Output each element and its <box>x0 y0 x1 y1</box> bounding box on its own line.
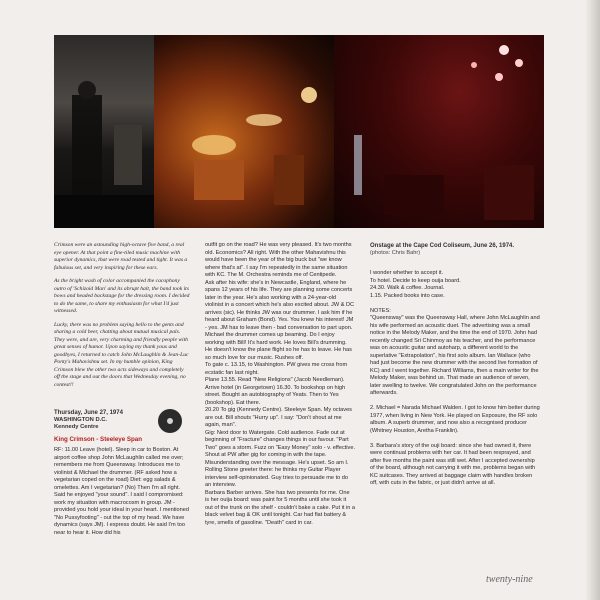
entry-city: WASHINGTON D.C. <box>54 417 108 423</box>
photo-caption <box>370 242 540 257</box>
intro-column <box>54 242 190 395</box>
right-column-text: I wonder whether to accept it. To hotel. Decide to keep ouija board. 24.30. Walk & coffee. Journal. 1.15. Packed books into case. NOTES: "Queensway" was the Queensway Hall, where John McLaughlin and his wife performed an acoustic duet. The advertising was a small notice in the Melody Maker, and the time the end of 1970. John had recently changed Sri Chinmoy as his teacher, and the performance was on acoustic guitar and autoharp, a different world to the superlative "Extrapolation", his first solo album. Ian Wallace (who had just become the new drummer with the second live formation of KC) and I went together. Richard Williams, then a main writer for the Melody Maker, was behind us. That made an audience of seven, later swelling to twelve. We congratulated John on the performance afterwards. 2. Michael = Narada Michael Walden. I got to know him better during 1977, when living in New York. He played on Exposure, the RF solo album. A superb drummer, and now also a recognised producer (Whitney Houston, Aretha Franklin). 3. Barbara's story of the ouji board: since she had owned it, there were continual problems with her car. It had been resprayed, and after five months the paint was still wet. After I accepted ownership of the board, although not carrying it with me, problems began with KC suitcases. They arrived at baggage claim with handles broken off, with cuts in the fabric, or just didn't arrive at all. <box>370 270 540 486</box>
intro-paragraph: Lucky, there was no problem saying hello to the gents and sharing a cold beer, chatting about mutual musical pals. They were, and are, very charming and friendly people with great senses of humor. Upon saying my thank yous and goodbyes, I returned to catch John McLaughlin & Jean-Luc Ponty's Mahavishnu set. In my humble opinion, King Crimson blew the other two acts sideways and completely off the stage and out the doors that Wednesday evening, no contest!! <box>54 321 190 388</box>
concert-photo-stage-lights <box>334 35 544 228</box>
entry-date: Thursday, June 27, 1974 <box>54 410 123 416</box>
diary-text: RF: 11.00 Leave (hotel). Sleep in car to Boston. At airport coffee shop John McLaughlin called me over; remembers me from Queensway. Introduces me to violinist & Michael the drummer. (RF asked how a vegetarian coped on the road) Diet: egg salads & omelettes. Am I vegetarian? (No) Then I'm all right. Said he enjoyed "your sound". I said I compromised: work my situation with macrocosm in group. JM - provided you hold your ideal in your heart. I mentioned "No Pussyfooting" - out the top of my head. We have dynamics (says JM). I express doubt. He said I'm too near to hear it. How did his <box>54 447 189 536</box>
diary-entry-header <box>54 409 190 431</box>
record-disc-icon <box>158 409 182 433</box>
concert-photo-drum-kit <box>154 35 334 228</box>
middle-column-text: outfit go on the road? He was very pleased. It's two months old. Economics? All right. With the other Mahavishnu this would have been the year of the big buck but "we know where that's at". I say I'm repeatedly in the same situation with KC. The M. Orchestra reminds me of Centipede. Ask after his wife: she's in Newcastle, England, where he spans 12 years of his life. They are planning some concerts later in the year. He's also working with a 24-year-old violinist in a concert which he's also excited about. JW & DC arrives (sic). He thinks JW was our drummer. I ask him if he heard about Graham (Bond). Yes. You knew his interest! JM - yes. JM has to leave then - bad conversation to part upon. Michael the drummer comes up beaming. Do I enjoy working with Bill! It's hard work. He loves Bill's drumming. He doesn't know the plane flight so he has to leave. He has so much love for our music. Rushes off. To gate c. 13.15, to Washington. PW gives me cross from ecstatic fan last night. Plane 13.55. Read "New Religions" (Jacob Needleman). Arrive hotel (in Georgetown) 16.30. To bookshop on high street. Bought an autobiography of Yeats. Then to Yes (bookshop). Eat there. 20.20 To gig (Kennedy Centre). Steeleye Span. My octaves are out. Bill shouts "Hurry up". I say: "Don't shout at me again, man". Gig: Next door to Watergate. Cold audience. Fade out at beginning of "Fracture" changes things in our favour. "Part Two" goes a storm. Fuzz on "Easy Money" solo - v. effective. Shout at PW after gig for coming in with the tape. Misunderstanding over the message. He's upset. So am I. Rolling Stone greeter there: he thinks my Guitar Player interview self-opinionated. Guy tries to persuade me to do an interview. Barbara Barber arrives. She has two presents for me. One is her ouija board: was paint for 5 months until she took it out of the trunk on the shelf - couldn't bake a cake. Put it in a black velvet bag & OK until tonight. Car had flat battery & tyre, smells of gasoline. "Death" card in car. <box>205 242 356 526</box>
caption-credit: (photos: Chris Bahr) <box>370 250 421 256</box>
entry-venue: Kennedy Centre <box>54 424 99 430</box>
intro-paragraph: As the bright wash of color accompanied the cacophony outro of 'Schizoid Man' and its abrupt halt, the band took its bows and headed backstage for the dressing room. I decided to do the same, to share my enthusiasm for what I'd just witnessed. <box>54 278 191 314</box>
entry-billing: King Crimson - Steeleye Span <box>54 436 143 443</box>
concert-photo-guitarist <box>54 35 154 228</box>
intro-paragraph: Crimson were an astounding high-octave five band, a real eye opener. At that point a fine-tiled music machine with superior dynamics, that were road tested and tight. It was a fabulous set, and very inspiring for these ears. <box>54 242 189 271</box>
caption-title: Onstage at the Cape Cod Coliseum, June 26, 1974. <box>370 243 515 249</box>
page-spine-shadow <box>586 0 600 600</box>
page-number: twenty-nine <box>486 574 533 585</box>
